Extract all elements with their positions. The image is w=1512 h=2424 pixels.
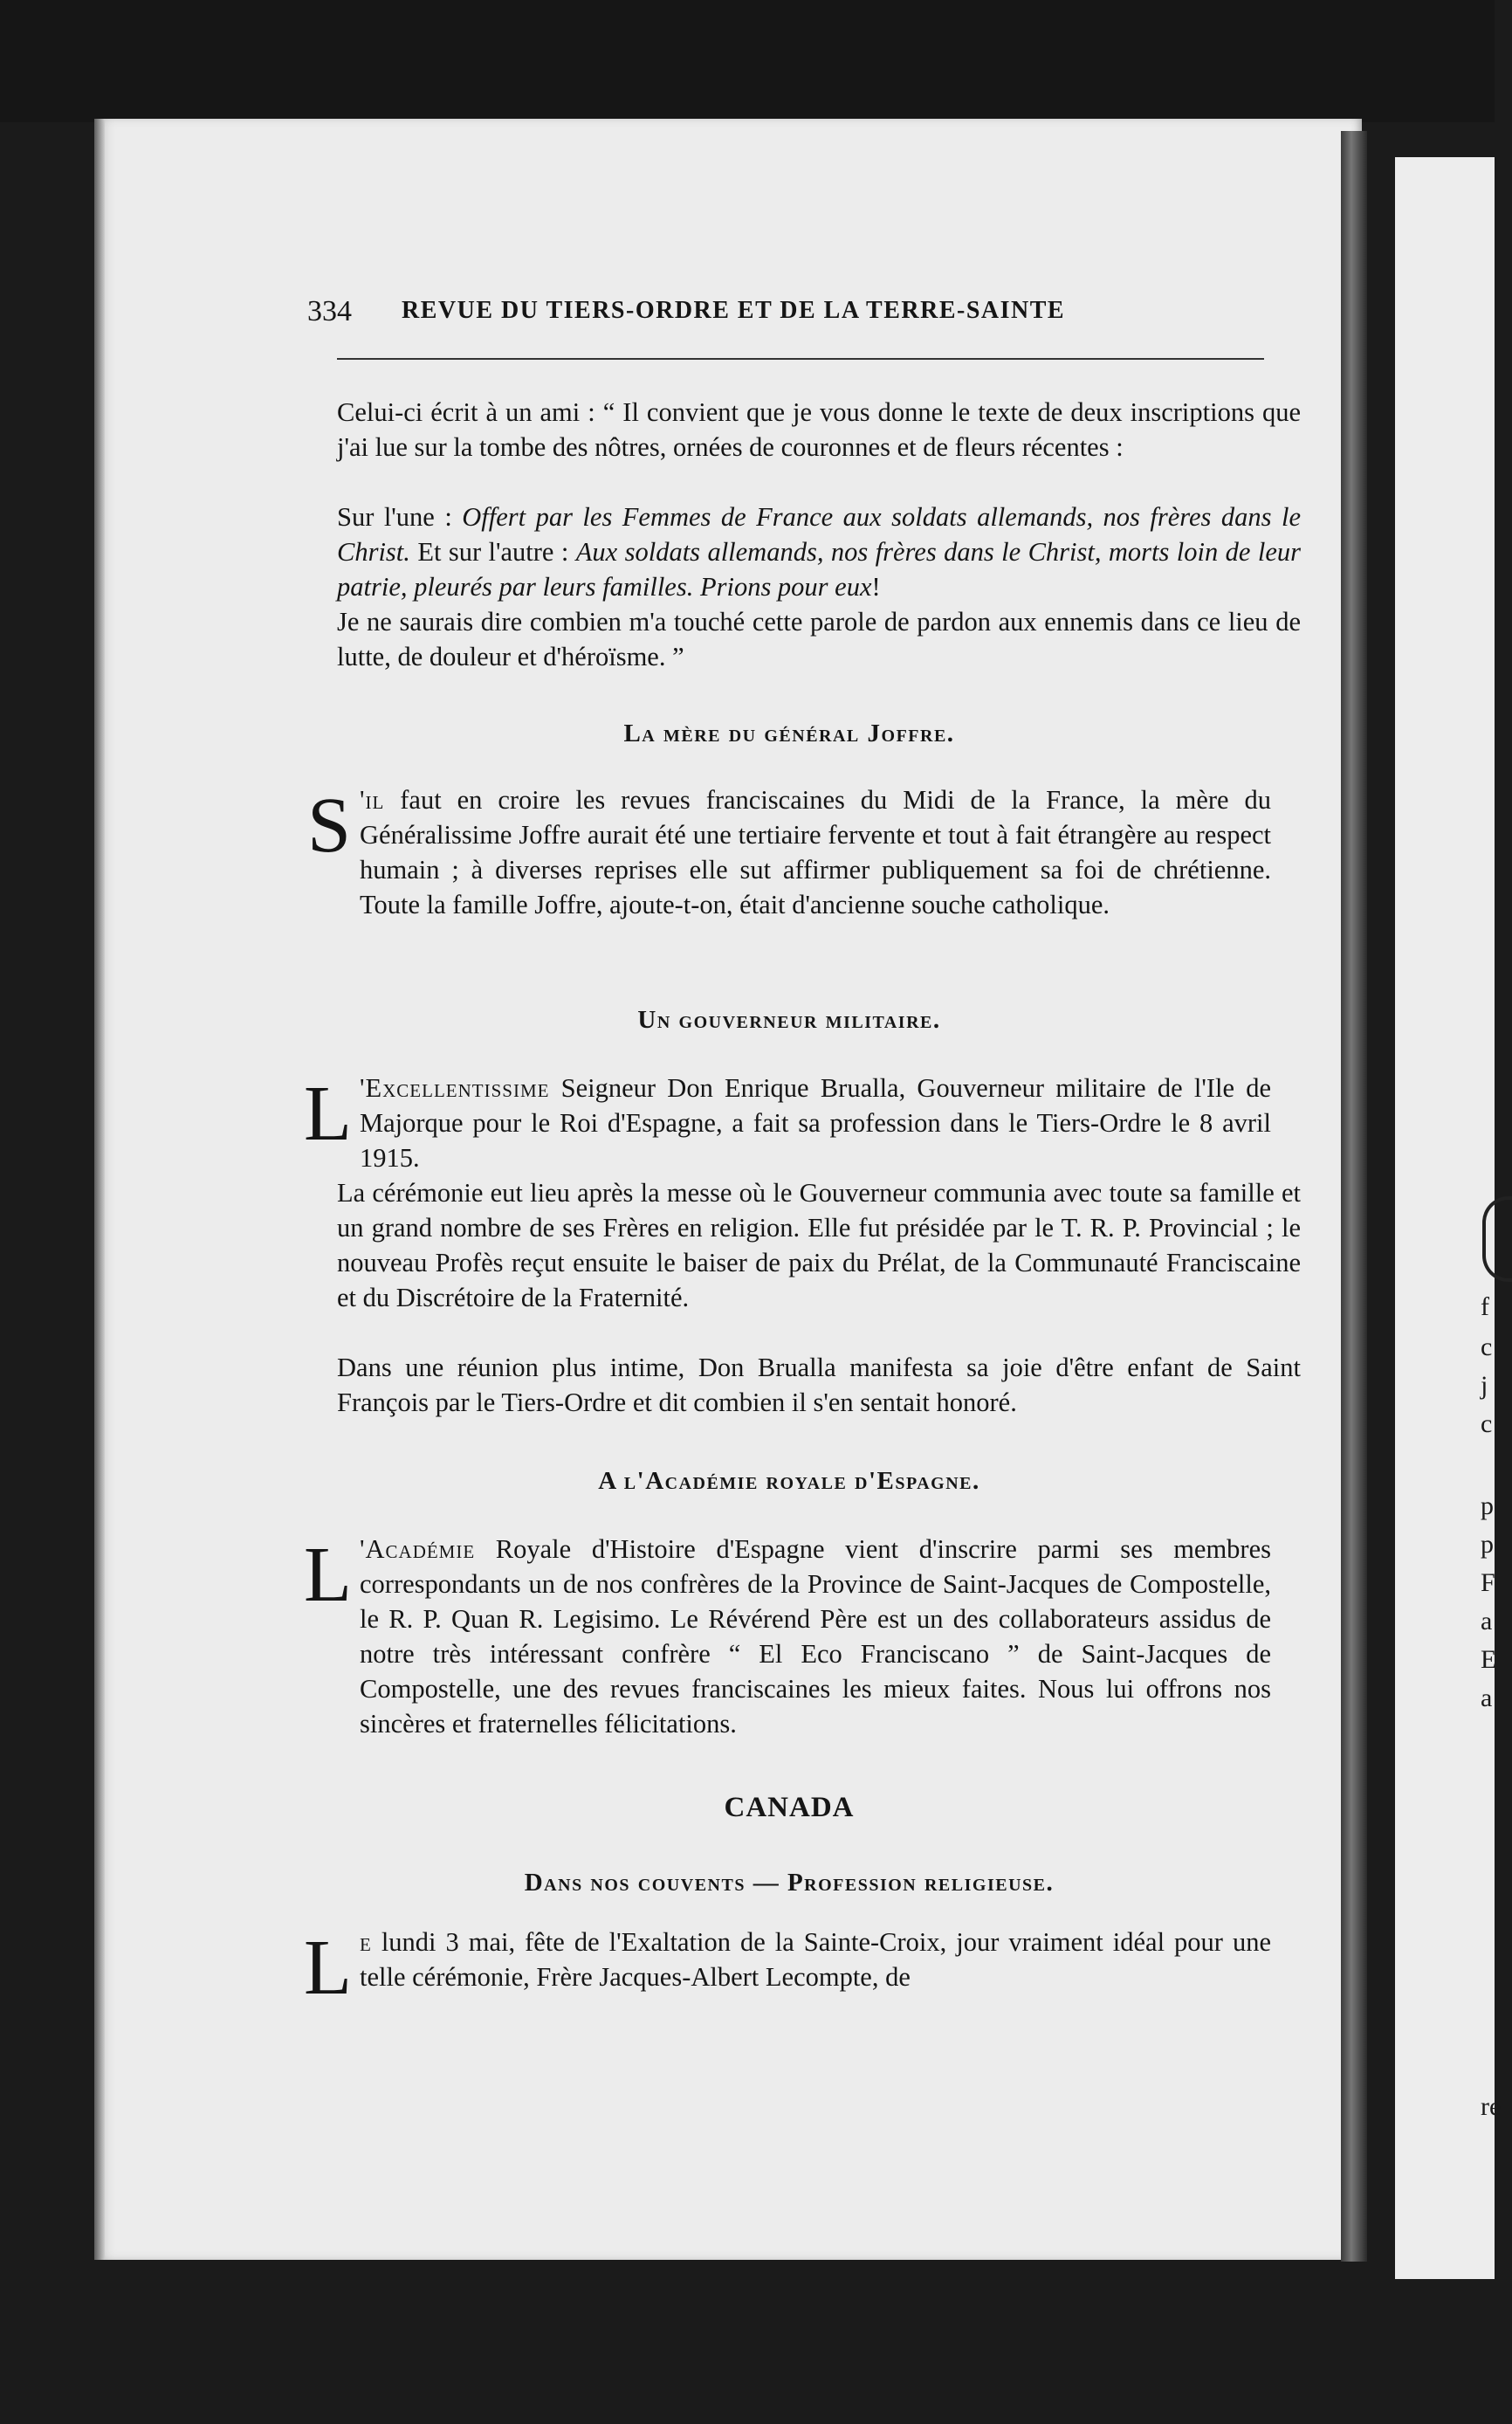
running-title: REVUE DU TIERS-ORDRE ET DE LA TERRE-SAINTE: [402, 297, 1066, 324]
facing-page-letter: c: [1481, 1333, 1493, 1361]
gouverneur-lead-smallcaps: 'Excellentissime: [360, 1073, 550, 1103]
facing-page-letter: j: [1481, 1371, 1488, 1400]
canada-para: [307, 1925, 1271, 1994]
canada-text: lundi 3 mai, fête de l'Exaltation de la Sainte-Croix, jour vraiment idéal pour une telle cérémonie, Frère Jacques-Albert Lecompte, de: [360, 1927, 1271, 1992]
canada-lead-smallcaps: e: [360, 1927, 372, 1957]
letter-closing: Je ne saurais dire combien m'a touché cette parole de pardon aux ennemis dans ce lieu de lutte, de douleur et d'héroïsme. ”: [337, 607, 1301, 671]
page-number: 334: [307, 295, 352, 327]
section-title-canada: CANADA: [724, 1792, 855, 1823]
gouverneur-para-2: La cérémonie eut lieu après la messe où le Gouverneur communia avec toute sa famille et un grand nombre de ses Frères en religion. Elle fut présidée par le T. R. P. Provincial ; le nouveau Profès reçut ensuite le baiser de paix du Prélat, de la Communauté Franciscaine et du Discrétoire de la Fraternité.: [337, 1178, 1301, 1312]
facing-page-letter: re: [1481, 2092, 1502, 2121]
running-header: [307, 295, 1271, 334]
section-heading-joffre: La mère du général Joffre.: [623, 720, 955, 747]
inscriptions-prefix: Sur l'une :: [337, 502, 463, 532]
gouverneur-para-3: Dans une réunion plus intime, Don Brualla manifesta sa joie d'être enfant de Saint François par le Tiers-Ordre et dit combien il s'en sentait honoré.: [337, 1353, 1301, 1417]
dropcap-l-academie: L: [304, 1532, 352, 1618]
inscription-two: Aux soldats allemands, nos frères dans le Christ, morts loin de leur patrie, pleurés par leurs familles. Prions pour eux: [337, 537, 1301, 602]
joffre-text: faut en croire les revues franciscaines du Midi de la France, la mère du Généralissime Joffre aurait été une tertiaire fervente et tout à fait étrangère au respect humain ; à diverses reprises elle sut affirmer publiquement sa foi de chrétienne. Toute la famille Joffre, ajoute-t-on, était d'ancienne souche catholique.: [360, 785, 1271, 919]
academie-para: [307, 1532, 1271, 1741]
section-heading-couvents: Dans nos couvents — Profession religieuse.: [524, 1869, 1055, 1897]
facing-page-letter: F: [1481, 1568, 1495, 1597]
inscription-two-end: !: [871, 572, 881, 602]
letter-inscriptions: [307, 499, 1301, 604]
header-rule: [337, 358, 1264, 360]
joffre-lead-smallcaps: 'il: [360, 785, 385, 815]
facing-page-letter: a: [1481, 1607, 1493, 1636]
dropcap-l: L: [304, 1071, 352, 1157]
facing-page-letter: p: [1481, 1491, 1494, 1520]
facing-page-letter: E: [1481, 1645, 1497, 1674]
letter-intro: Celui-ci écrit à un ami : “ Il convient que je vous donne le texte de deux inscriptions que j'ai lue sur la tombe des nôtres, ornées de couronnes et de fleurs récentes :: [337, 397, 1301, 462]
facing-page-fragment: [1395, 157, 1502, 2279]
inscriptions-middle: Et sur l'autre :: [409, 537, 576, 567]
facing-page-letter: f: [1481, 1292, 1489, 1321]
film-border: [0, 0, 1495, 122]
gouverneur-text: Seigneur Don Enrique Brualla, Gouverneur militaire de l'Ile de Majorque pour le Roi d'Espagne, a fait sa profession dans le Tiers-Ordre le 8 avril 1915.: [360, 1073, 1271, 1173]
facing-page-letter: p: [1481, 1530, 1494, 1559]
facing-page-letter: a: [1481, 1684, 1493, 1712]
bracket-mark: [1482, 1196, 1512, 1282]
section-heading-gouverneur: Un gouverneur militaire.: [637, 1006, 941, 1034]
page-gutter-edge: [1341, 131, 1367, 2262]
facing-page-letter: c: [1481, 1409, 1493, 1438]
dropcap-s: S: [307, 782, 352, 869]
academie-text: Royale d'Histoire d'Espagne vient d'inscrire parmi ses membres correspondants un de nos confrères de la Province de Saint-Jacques de Compostelle, le R. P. Quan R. Legisimo. Le Révérend Père est un des collaborateurs assidus de notre très intéressant confrère “ El Eco Franciscano ” de Saint-Jacques de Compostelle, une des revues franciscaines les mieux faites. Nous lui offrons nos sincères et fraternelles félicitations.: [360, 1534, 1271, 1739]
academie-lead-smallcaps: 'Académie: [360, 1534, 476, 1564]
joffre-para-lead: [307, 782, 1271, 922]
gouverneur-para-lead: [307, 1071, 1271, 1175]
inscription-one: Offert par les Femmes de France aux soldats allemands, nos frères dans le Christ.: [337, 502, 1301, 567]
dropcap-l-canada: L: [304, 1925, 352, 2011]
section-heading-academie: A l'Académie royale d'Espagne.: [598, 1467, 980, 1495]
